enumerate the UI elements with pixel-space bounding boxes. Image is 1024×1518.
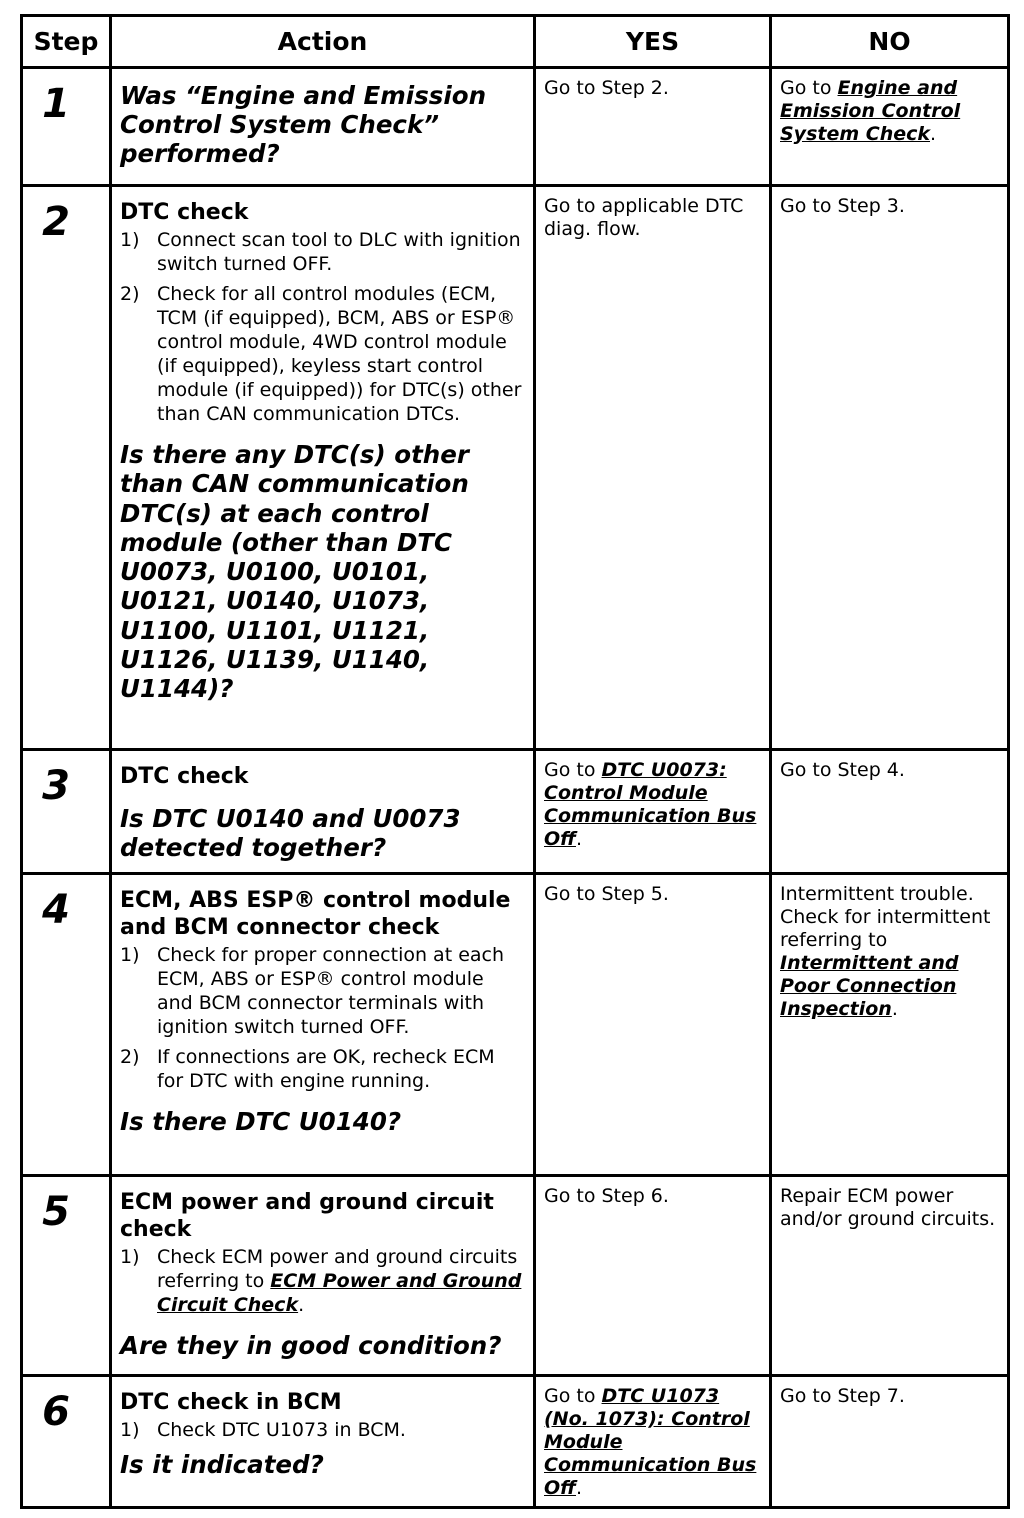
step-question: Is DTC U0140 and U0073 detected together? <box>120 804 461 862</box>
action-cell <box>111 1176 535 1376</box>
yes-cell: Go to Step 2. <box>535 68 771 186</box>
no-cell: Intermittent trouble. Check for intermittent referring to Intermittent and Poor Connection Inspection. <box>771 874 1009 1176</box>
list-item: 1) Check for proper connection at each ECM, ABS or ESP® control module and BCM connector terminals with ignition switch turned OFF. <box>120 944 505 1038</box>
action-cell <box>111 186 535 750</box>
action-cell <box>111 1376 535 1508</box>
step-number: 1 <box>22 68 111 186</box>
table-row <box>22 750 1009 874</box>
step-title: DTC check <box>120 200 249 225</box>
list-item: 1) Check ECM power and ground circuits referring to ECM Power and Ground Circuit Check. <box>120 1246 522 1316</box>
step-number: 2 <box>22 186 111 750</box>
step-title: DTC check in BCM <box>120 1390 342 1415</box>
yes-cell: Go to Step 6. <box>535 1176 771 1376</box>
no-cell: Repair ECM power and/or ground circuits. <box>771 1176 1009 1376</box>
no-cell: Go to Engine and Emission Control System Check. <box>771 68 1009 186</box>
yes-cell: Go to Step 5. <box>535 874 771 1176</box>
table-row <box>22 68 1009 186</box>
link-ecm-power-ground-check[interactable]: ECM Power and Ground Circuit Check <box>157 1270 522 1316</box>
step-number: 6 <box>22 1376 111 1508</box>
diagnostic-flow-table <box>20 14 1010 1509</box>
step-number: 3 <box>22 750 111 874</box>
step-question: Are they in good condition? <box>120 1331 502 1360</box>
yes-cell: Go to DTC U0073: Control Module Communication Bus Off. <box>535 750 771 874</box>
procedure-list <box>120 943 525 1093</box>
link-dtc-u0073[interactable]: DTC U0073: Control Module Communication Bus Off <box>544 759 757 850</box>
action-cell <box>111 874 535 1176</box>
step-number: 4 <box>22 874 111 1176</box>
step-title: ECM power and ground circuit check <box>120 1190 494 1242</box>
link-intermittent-inspection[interactable]: Intermittent and Poor Connection Inspection <box>780 952 959 1020</box>
header-no: NO <box>771 16 1009 68</box>
list-item: 2) Check for all control modules (ECM, TCM (if equipped), BCM, ABS or ESP® control module, 4WD control module (if equipped), keyless start control module (if equipped)) for DTC(s) other than CAN communication DTCs. <box>120 283 522 425</box>
table-row <box>22 186 1009 750</box>
header-yes: YES <box>535 16 771 68</box>
step-number: 5 <box>22 1176 111 1376</box>
list-item: 1) Connect scan tool to DLC with ignition switch turned OFF. <box>120 229 521 275</box>
step-question: Was “Engine and Emission Control System Check” performed? <box>120 81 487 168</box>
no-cell: Go to Step 7. <box>771 1376 1009 1508</box>
link-engine-emission-check[interactable]: Engine and Emission Control System Check <box>780 77 961 145</box>
no-cell: Go to Step 3. <box>771 186 1009 750</box>
list-item: 1) Check DTC U1073 in BCM. <box>120 1419 406 1441</box>
table-row <box>22 1176 1009 1376</box>
header-action: Action <box>111 16 535 68</box>
table-header-row <box>22 16 1009 68</box>
action-cell <box>111 68 535 186</box>
table-row <box>22 874 1009 1176</box>
action-cell <box>111 750 535 874</box>
table-row <box>22 1376 1009 1508</box>
link-dtc-u1073[interactable]: DTC U1073 (No. 1073): Control Module Communication Bus Off <box>544 1385 757 1499</box>
list-item: 2) If connections are OK, recheck ECM for DTC with engine running. <box>120 1046 495 1092</box>
step-title: DTC check <box>120 764 249 789</box>
header-step: Step <box>22 16 111 68</box>
procedure-list <box>120 228 525 426</box>
step-title: ECM, ABS ESP® control module and BCM connector check <box>120 888 511 940</box>
procedure-list <box>120 1418 525 1442</box>
no-cell: Go to Step 4. <box>771 750 1009 874</box>
step-question: Is it indicated? <box>120 1450 324 1479</box>
step-question: Is there DTC U0140? <box>120 1107 402 1136</box>
yes-cell: Go to DTC U1073 (No. 1073): Control Module Communication Bus Off. <box>535 1376 771 1508</box>
yes-cell: Go to applicable DTC diag. flow. <box>535 186 771 750</box>
step-question: Is there any DTC(s) other than CAN communication DTC(s) at each control module (other than DTC U0073, U0100, U0101, U0121, U0140, U1073, U1100, U1101, U1121, U1126, U1139, U1140, U1144)? <box>120 440 469 704</box>
procedure-list <box>120 1245 525 1317</box>
